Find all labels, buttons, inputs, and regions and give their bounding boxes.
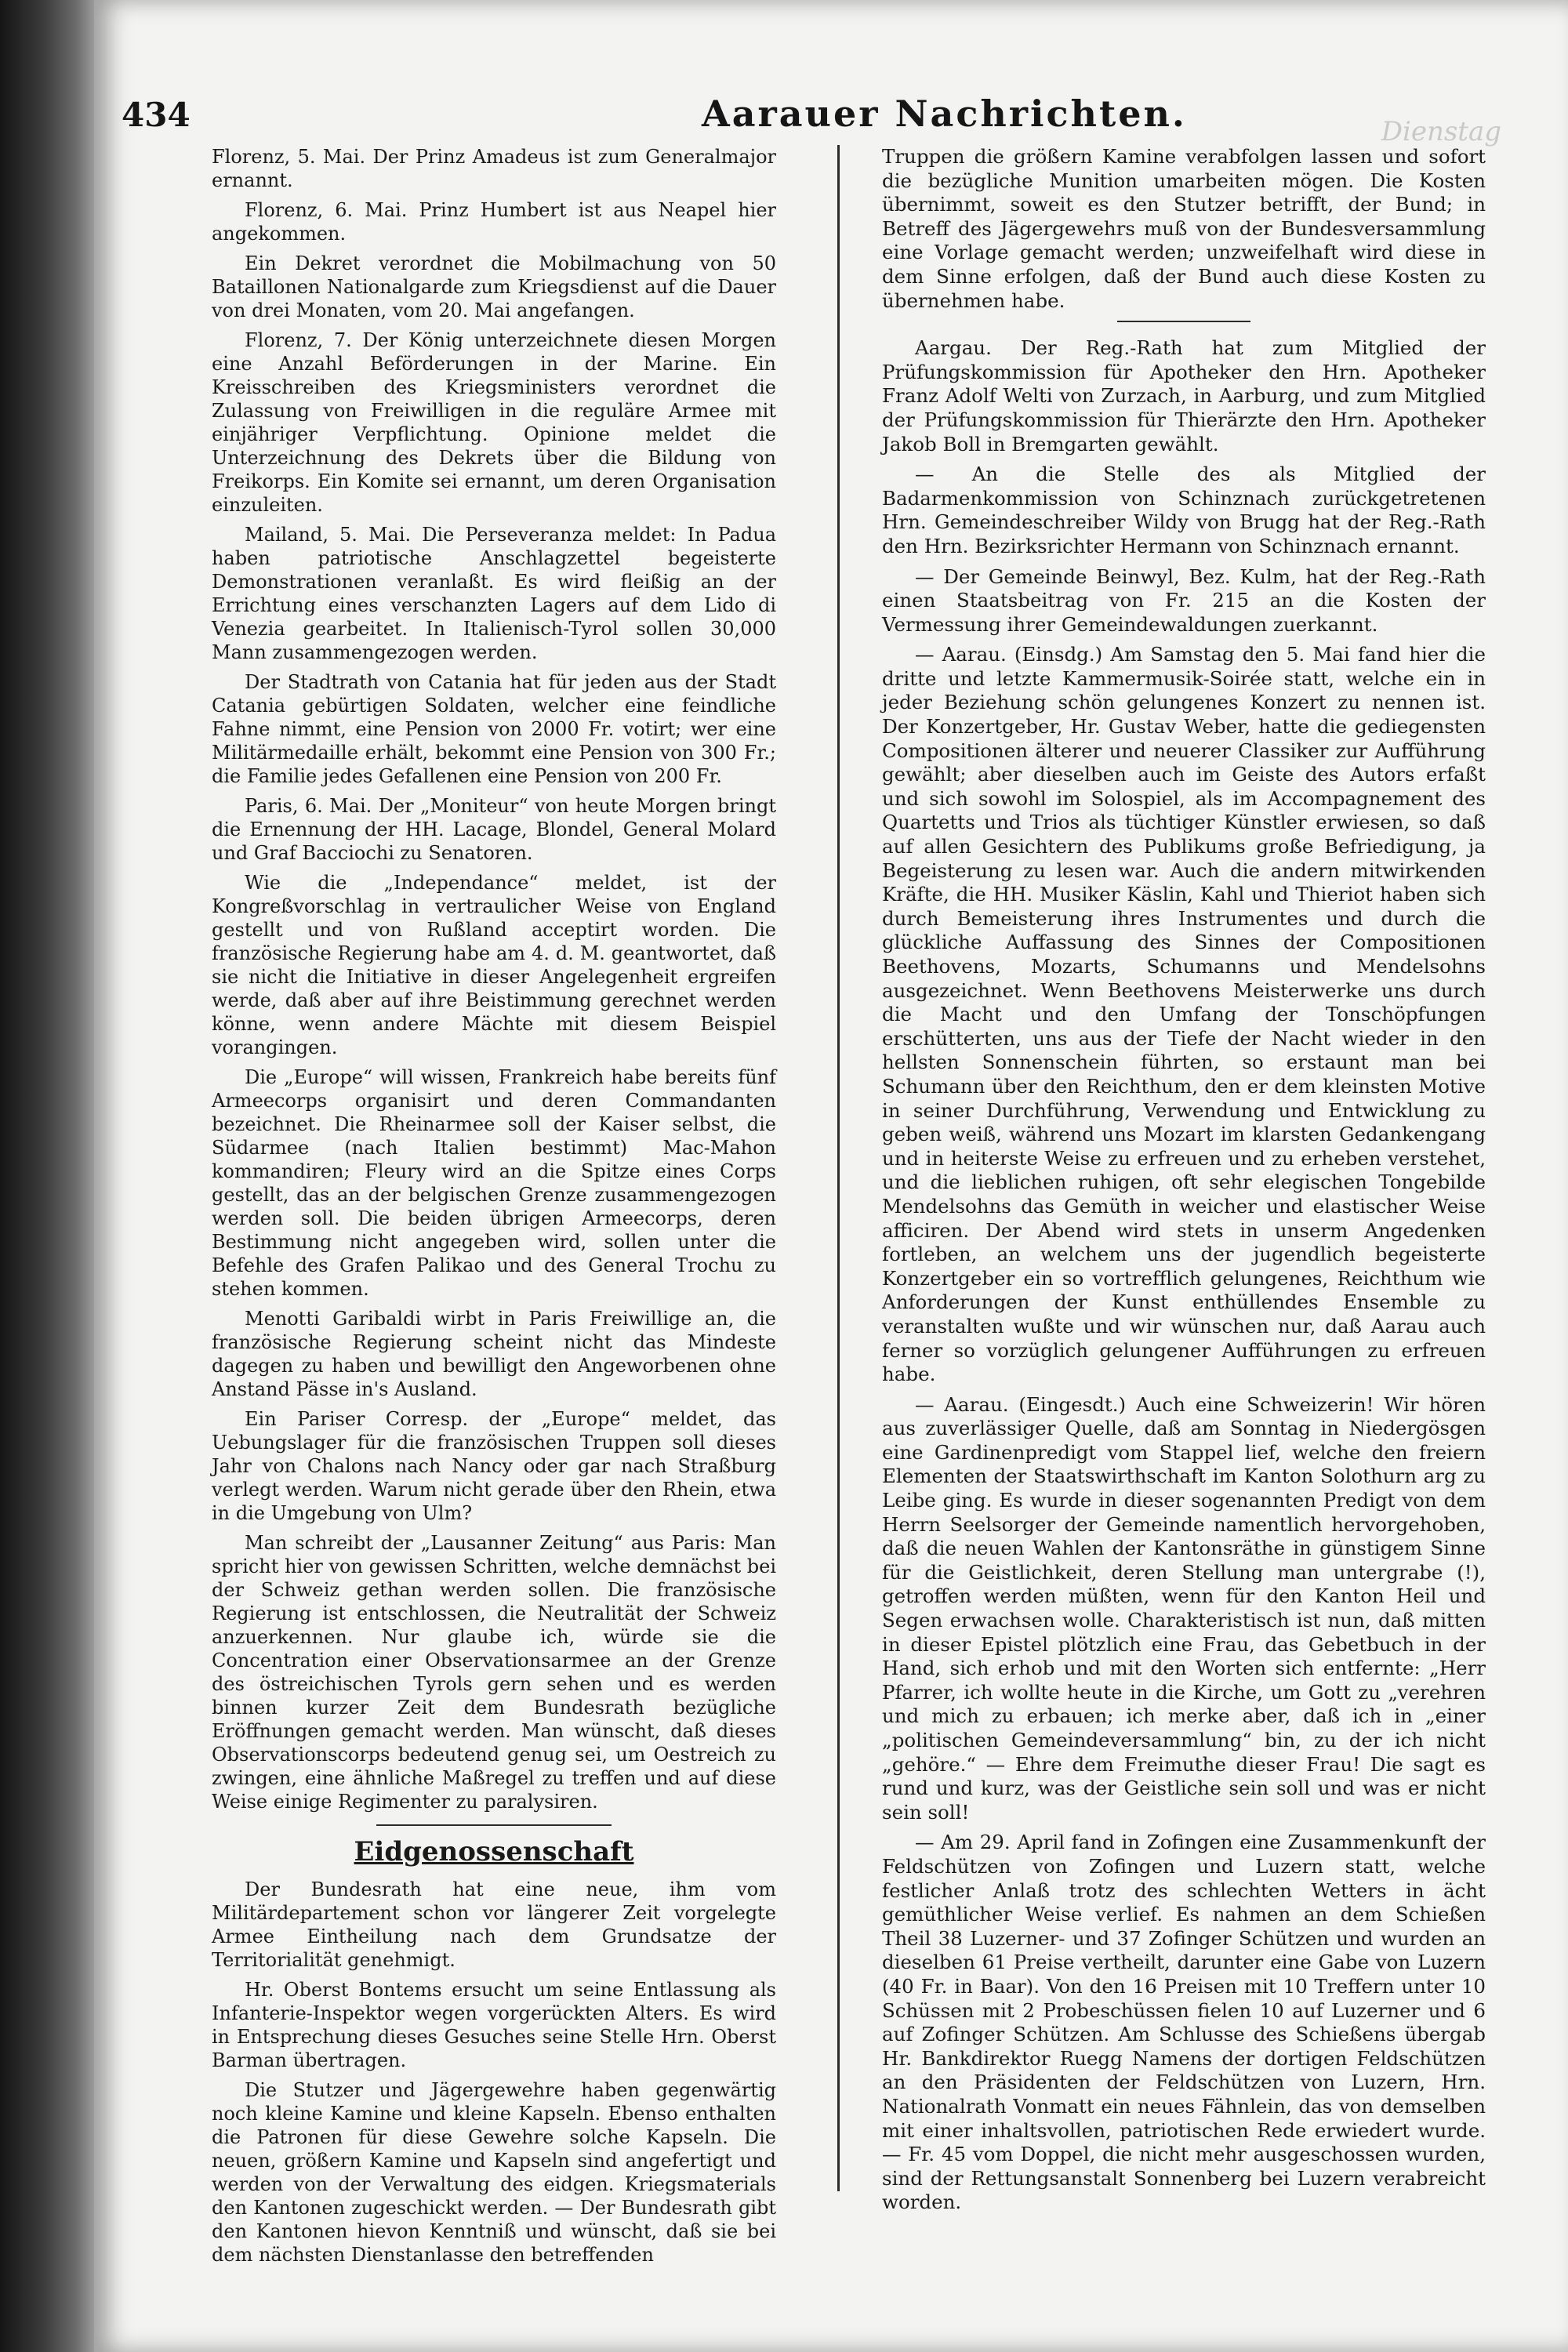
page-header (122, 93, 1509, 147)
article-paragraph: Ein Pariser Corresp. der „Europe“ meldet, das Uebungslager für die französischen Truppen soll dieses Jahr von Chalons nach Nancy oder gar nach Straßburg verlegt werden. Warum nicht gerade über den Rhein, etwa in die Umgebung von Ulm? (212, 1408, 776, 1524)
article-paragraph: Menotti Garibaldi wirbt in Paris Freiwillige an, die französische Regierung scheint nicht das Mindeste dagegen zu haben und bewilligt den Angeworbenen ohne Anstand Pässe in's Ausland. (212, 1308, 776, 1400)
bleed-through-text: Dienstag (1381, 116, 1501, 147)
article-paragraph: Ein Dekret verordnet die Mobilmachung von 50 Bataillonen Nationalgarde zum Kriegsdienst auf die Dauer von drei Monaten, vom 20. Mai angefangen. (212, 252, 776, 321)
article-paragraph: Die Stutzer und Jägergewehre haben gegenwärtig noch kleine Kamine und kleine Kapseln. Ebenso enthalten die Patronen für diese Gewehre solche Kapseln. Die neuen, größern Kamine und Kapseln sind angefertigt und werden von der Verwaltung des eidgen. Kriegsmaterials den Kantonen zugeschickt werden. — Der Bundesrath gibt den Kantonen hievon Kenntniß und wünscht, daß sie bei dem nächsten Dienstanlasse den betreffenden (212, 2079, 776, 2266)
article-paragraph: — Aarau. (Einsdg.) Am Samstag den 5. Mai fand hier die dritte und letzte Kammermusik-Soirée statt, welche ein in jeder Beziehung schön gelungenes Konzert zu nennen ist. Der Konzertgeber, Hr. Gustav Weber, hatte die gediegensten Compositionen älterer und neuerer Classiker zur Aufführung gewählt; aber dieselben auch im Geiste des Autors erfaßt und sich sowohl im Solospiel, als im Accompagnement des Quartetts und Trios als tüchtiger Künstler erwiesen, so daß auf allen Gesichtern des Publikums große Befriedigung, ja Begeisterung zu lesen war. Auch die andern mitwirkenden Kräfte, die HH. Musiker Käslin, Kahl und Thieriot haben sich durch Bemeisterung ihres Instrumentes und durch die glückliche Auffassung des Sinnes der Compositionen Beethovens, Mozarts, Schumanns und Mendelsohns ausgezeichnet. Wenn Beethovens Meisterwerke uns durch die Macht und den Umfang der Tonschöpfungen erschütterten, uns aus der Tiefe der Nacht wieder in den hellsten Sonnenschein führten, so erstaunt man bei Schumann über den Reichthum, den er dem kleinsten Motive in seiner Durchführung, Verwendung und Entwicklung zu geben weiß, während uns Mozart im klarsten Gedankengang und in heiterste Weise zu erfreuen und zu erheben verstehet, und die lieblichen ruhigen, oft sehr elegischen Tongebilde Mendelsohns das Gemüth in weicher und elastischer Weise afficiren. Der Abend wird stets in unserm Angedenken fortleben, an welchem uns der jugendlich begeisterte Konzertgeber ein so vortrefflich gelungenes, Reichthum wie Anforderungen der Kunst enthüllendes Ensemble zu veranstalten wußte und wir wünschen nur, daß Aarau auch ferner so vorzüglich gelungener Aufführungen zu erfreuen habe. (882, 643, 1486, 1386)
article-paragraph: Der Stadtrath von Catania hat für jeden aus der Stadt Catania gebürtigen Soldaten, welcher eine feindliche Fahne nimmt, eine Pension von 2000 Fr. votirt; wer eine Militärmedaille erhält, bekommt eine Pension von 300 Fr.; die Familie jedes Gefallenen eine Pension von 200 Fr. (212, 671, 776, 787)
book-gutter (0, 0, 94, 2352)
right-column (882, 145, 1486, 2221)
article-paragraph: Florenz, 6. Mai. Prinz Humbert ist aus Neapel hier angekommen. (212, 199, 776, 245)
article-paragraph: — Der Gemeinde Beinwyl, Bez. Kulm, hat der Reg.-Rath einen Staatsbeitrag von Fr. 215 an die Kosten der Vermessung ihrer Gemeindewaldungen zuerkannt. (882, 564, 1486, 636)
article-paragraph: — Am 29. April fand in Zofingen eine Zusammenkunft der Feldschützen von Zofingen und Luzern statt, welche festlicher Anlaß trotz des schlechten Wetters in ächt gemüthlicher Weise verlief. Es nahmen an dem Schießen Theil 38 Luzerner- und 37 Zofinger Schützen und wurden an dieselben 61 Preise vertheilt, darunter eine Gabe von Luzern (40 Fr. in Baar). Von den 16 Preisen mit 10 Treffern unter 10 Schüssen mit 2 Probeschüssen fielen 10 auf Luzerner und 6 auf Zofinger Schützen. Am Schlusse des Schießens übergab Hr. Bankdirektor Ruegg Namens der dortigen Feldschützen an den Präsidenten der Feldschützen von Luzern, Hrn. Nationalrath Vonmatt ein neues Fähnlein, das von demselben mit einer inhaltsvollen, patriotischen Rede erwiedert wurde. — Fr. 45 vom Doppel, die nicht mehr ausgeschossen wurden, sind der Rettungsanstalt Sonnenberg bei Luzern verabreicht worden. (882, 1831, 1486, 2214)
article-paragraph: — Aarau. (Eingesdt.) Auch eine Schweizerin! Wir hören aus zuverlässiger Quelle, daß am Sonntag in Niedergösgen eine Gardinenpredigt vom Stappel lief, welche den freiern Elementen der Staatswirthschaft im Kanton Solothurn arg zu Leibe ging. Es wurde in dieser sogenannten Predigt von dem Herrn Seelsorger der Gemeinde namentlich hervorgehoben, daß die neuen Wahlen der Kantonsräthe in günstigem Sinne für die Geistlichkeit, deren Stellung man untergrabe (!), getroffen werden müßten, wenn für den Kanton Heil und Segen erwachsen wolle. Charakteristisch ist nun, daß mitten in dieser Epistel plötzlich eine Frau, das Gebetbuch in der Hand, sich erhob und mit den Worten sich entfernte: „Herr Pfarrer, ich wollte heute in die Kirche, um Gott zu „verehren und mich zu erbauen; ich merke aber, daß ich in „einer „politischen Gemeindeversammlung“ bin, zu der ich nicht „gehöre.“ — Ehre dem Freimuthe dieser Frau! Die sagt es rund und kurz, was der Geistliche sein soll und was er nicht sein soll! (882, 1392, 1486, 1824)
article-paragraph: Man schreibt der „Lausanner Zeitung“ aus Paris: Man spricht hier von gewissen Schritten, welche demnächst bei der Schweiz gethan werden sollen. Die französische Regierung ist entschlossen, die Neutralität der Schweiz anzuerkennen. Nur glaube ich, würde sie die Concentration einer Observationsarmee an der Grenze des östreichischen Tyrols gern sehen und es werden binnen kurzer Zeit dem Bundesrath bezügliche Eröffnungen gemacht werden. Man wünscht, daß dieses Observationscorps bedeutend genug sei, um Oestreich zu zwingen, eine ähnliche Maßregel zu treffen und auf diese Weise einige Regimenter zu paralysiren. (212, 1532, 776, 1813)
column-divider (837, 145, 840, 2191)
article-paragraph: Wie die „Independance“ meldet, ist der Kongreßvorschlag in vertraulicher Weise von England gestellt und von Rußland acceptirt worden. Die französische Regierung habe am 4. d. M. geantwortet, daß sie nicht die Initiative in dieser Angelegenheit ergreifen werde, daß aber auf ihre Beistimmung gerechnet werden könne, wenn andere Mächte mit diesem Beispiel vorangingen. (212, 872, 776, 1058)
article-paragraph: Die „Europe“ will wissen, Frankreich habe bereits fünf Armeecorps organisirt und deren Commandanten bezeichnet. Die Rheinarmee soll der Kaiser selbst, die Südarmee (nach Italien bestimmt) Mac-Mahon kommandiren; Fleury wird an die Spitze eines Corps gestellt, das an der belgischen Grenze zusammengezogen werden soll. Die beiden übrigen Armeecorps, deren Bestimmung nicht angegeben wird, sollen unter die Befehle des Grafen Palikao und des General Trochu zu stehen kommen. (212, 1066, 776, 1300)
article-paragraph: Der Bundesrath hat eine neue, ihm vom Militärdepartement schon vor längerer Zeit vorgelegte Armee Eintheilung nach dem Grundsatze der Territorialität genehmigt. (212, 1878, 776, 1971)
article-paragraph: Florenz, 5. Mai. Der Prinz Amadeus ist zum Generalmajor ernannt. (212, 146, 776, 191)
article-paragraph: Paris, 6. Mai. Der „Moniteur“ von heute Morgen bringt die Ernennung der HH. Lacage, Blondel, General Molard und Graf Bacciochi zu Senatoren. (212, 795, 776, 864)
page-number: 434 (122, 96, 191, 134)
article-paragraph: Aargau. Der Reg.-Rath hat zum Mitglied der Prüfungskommission für Apotheker den Hrn. Apotheker Franz Adolf Welti von Zurzach, in Aarburg, und zum Mitglied der Prüfungskommission für Thierärzte den Hrn. Apotheker Jakob Boll in Bremgarten gewählt. (882, 336, 1486, 456)
article-paragraph: Hr. Oberst Bontems ersucht um seine Entlassung als Infanterie-Inspektor wegen vorgerückten Alters. Es wird in Entsprechung dieses Gesuches seine Stelle Hrn. Oberst Barman übertragen. (212, 1979, 776, 2071)
article-paragraph: — An die Stelle des als Mitglied der Badarmenkommission von Schinznach zurückgetretenen Hrn. Gemeindeschreiber Wildy von Brugg hat der Reg.-Rath den Hrn. Bezirksrichter Hermann von Schinznach ernannt. (882, 463, 1486, 557)
article-paragraph: Florenz, 7. Der König unterzeichnete diesen Morgen eine Anzahl Beförderungen in der Marine. Ein Kreisschreiben des Kriegsministers verordnet die Zulassung von Freiwilligen in die reguläre Armee mit einjähriger Verpflichtung. Opinione meldet die Unterzeichnung des Dekrets über die Bildung von Freikorps. Ein Komite sei ernannt, um deren Organisation einzuleiten. (212, 329, 776, 516)
masthead-title: Aarauer Nachrichten. (702, 93, 1187, 135)
section-heading: Eidgenossenschaft (354, 1836, 634, 1867)
section-divider (376, 1824, 612, 1826)
left-column (212, 145, 776, 2273)
article-paragraph: Truppen die größern Kamine verabfolgen lassen und sofort die bezügliche Munition umarbeiten mögen. Die Kosten übernimmt, soweit es den Stutzer betrifft, der Bund; in Betreff des Jägergewehrs muß von der Bundesversammlung eine Vorlage gemacht werden; unzweifelhaft wird diese in dem Sinne erfolgen, daß der Bund auch diese Kosten zu übernehmen habe. (882, 145, 1486, 312)
article-paragraph: Mailand, 5. Mai. Die Perseveranza meldet: In Padua haben patriotische Anschlagzettel begeisterte Demonstrationen veranlaßt. Es wird fleißig an der Errichtung eines verschanzten Lagers auf dem Lido di Venezia gearbeitet. In Italienisch-Tyrol sollen 30,000 Mann zusammengezogen werden. (212, 524, 776, 663)
article-divider (1117, 321, 1250, 322)
